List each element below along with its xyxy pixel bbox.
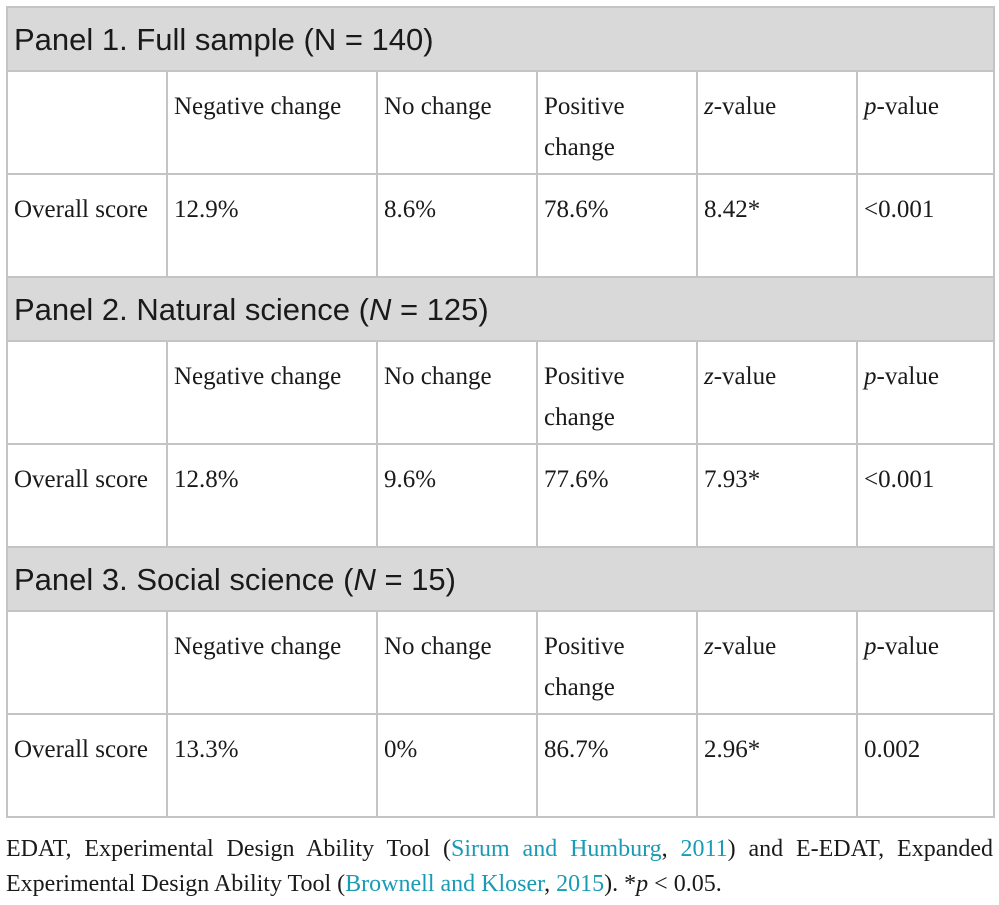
p-symbol: p: [864, 93, 877, 120]
citation-link-brownell-kloser[interactable]: Brownell and Kloser: [345, 871, 545, 897]
header-z-value: [697, 341, 857, 444]
p-symbol: p: [864, 363, 877, 390]
header-z-value: [697, 611, 857, 714]
header-p-value: [857, 611, 994, 714]
note-text-4: < 0.05.: [648, 871, 722, 897]
citation-year-link-2015[interactable]: 2015: [556, 871, 605, 897]
panel-1-title-row: [7, 7, 994, 71]
cell-no-change: 0%: [377, 714, 537, 817]
cell-z-value: 7.93*: [697, 444, 857, 547]
panel-title-prefix: Panel 3. Social science (: [14, 562, 354, 597]
header-p-value: [857, 341, 994, 444]
header-negative-change: Negative change: [167, 611, 377, 714]
note-text-1: EDAT, Experimental Design Ability Tool (: [6, 836, 452, 862]
header-z-value: [697, 71, 857, 174]
panel-title-suffix: = 125): [391, 292, 489, 327]
header-positive-change: Positive change: [537, 611, 697, 714]
panel-title: [7, 547, 994, 611]
cell-negative-change: 12.9%: [167, 174, 377, 277]
panel-title-prefix: Panel 2. Natural science (: [14, 292, 369, 327]
note-text-2: ) and E-EDAT, Expanded Experimental Design Ability Tool (: [6, 836, 993, 897]
panel-title-suffix: = 15): [375, 562, 456, 597]
panel-title: [7, 7, 994, 71]
cell-p-value: <0.001: [857, 444, 994, 547]
citation-link-sirum-humburg[interactable]: Sirum and Humburg: [451, 836, 662, 862]
note-separator-1: ,: [661, 836, 681, 862]
header-no-change: No change: [377, 71, 537, 174]
header-empty-cell: [7, 341, 167, 444]
z-symbol: z: [704, 363, 714, 390]
panel-3-header-row: [7, 611, 994, 714]
header-no-change: No change: [377, 341, 537, 444]
panel-title: [7, 277, 994, 341]
row-label: Overall score: [7, 174, 167, 277]
header-p-value: [857, 71, 994, 174]
panel-2-title-row: [7, 277, 994, 341]
panel-n-symbol: N: [353, 562, 376, 597]
row-label: Overall score: [7, 714, 167, 817]
z-symbol: z: [704, 93, 714, 120]
panel-3-data-row: [7, 714, 994, 817]
panel-3-title-row: [7, 547, 994, 611]
header-negative-change: Negative change: [167, 341, 377, 444]
panel-n-symbol: N: [368, 292, 392, 327]
cell-positive-change: 86.7%: [537, 714, 697, 817]
p-suffix: -value: [876, 633, 939, 660]
header-negative-change: Negative change: [167, 71, 377, 174]
cell-no-change: 9.6%: [377, 444, 537, 547]
cell-positive-change: 77.6%: [537, 444, 697, 547]
panel-1-header-row: [7, 71, 994, 174]
citation-year-link-2011[interactable]: 2011: [680, 836, 728, 862]
header-empty-cell: [7, 611, 167, 714]
table-footnote: [6, 832, 993, 902]
z-symbol: z: [704, 633, 714, 660]
panel-1-data-row: [7, 174, 994, 277]
z-suffix: -value: [713, 633, 777, 660]
note-separator-2: ,: [544, 871, 557, 897]
results-table: [6, 6, 995, 818]
header-empty-cell: [7, 71, 167, 174]
panel-title-suffix: = 140): [336, 22, 434, 57]
cell-negative-change: 13.3%: [167, 714, 377, 817]
panel-2-header-row: [7, 341, 994, 444]
cell-p-value: <0.001: [857, 174, 994, 277]
panel-2-data-row: [7, 444, 994, 547]
cell-z-value: 2.96*: [697, 714, 857, 817]
p-suffix: -value: [876, 93, 939, 120]
cell-no-change: 8.6%: [377, 174, 537, 277]
header-positive-change: Positive change: [537, 341, 697, 444]
p-symbol: p: [864, 633, 877, 660]
header-no-change: No change: [377, 611, 537, 714]
note-p-symbol: p: [636, 871, 649, 897]
panel-title-prefix: Panel 1. Full sample (: [14, 22, 314, 57]
cell-z-value: 8.42*: [697, 174, 857, 277]
p-suffix: -value: [876, 363, 939, 390]
z-suffix: -value: [713, 363, 777, 390]
header-positive-change: Positive change: [537, 71, 697, 174]
cell-negative-change: 12.8%: [167, 444, 377, 547]
row-label: Overall score: [7, 444, 167, 547]
z-suffix: -value: [713, 93, 777, 120]
note-text-3: ). *: [604, 871, 637, 897]
cell-positive-change: 78.6%: [537, 174, 697, 277]
cell-p-value: 0.002: [857, 714, 994, 817]
panel-n-symbol: N: [313, 22, 337, 57]
